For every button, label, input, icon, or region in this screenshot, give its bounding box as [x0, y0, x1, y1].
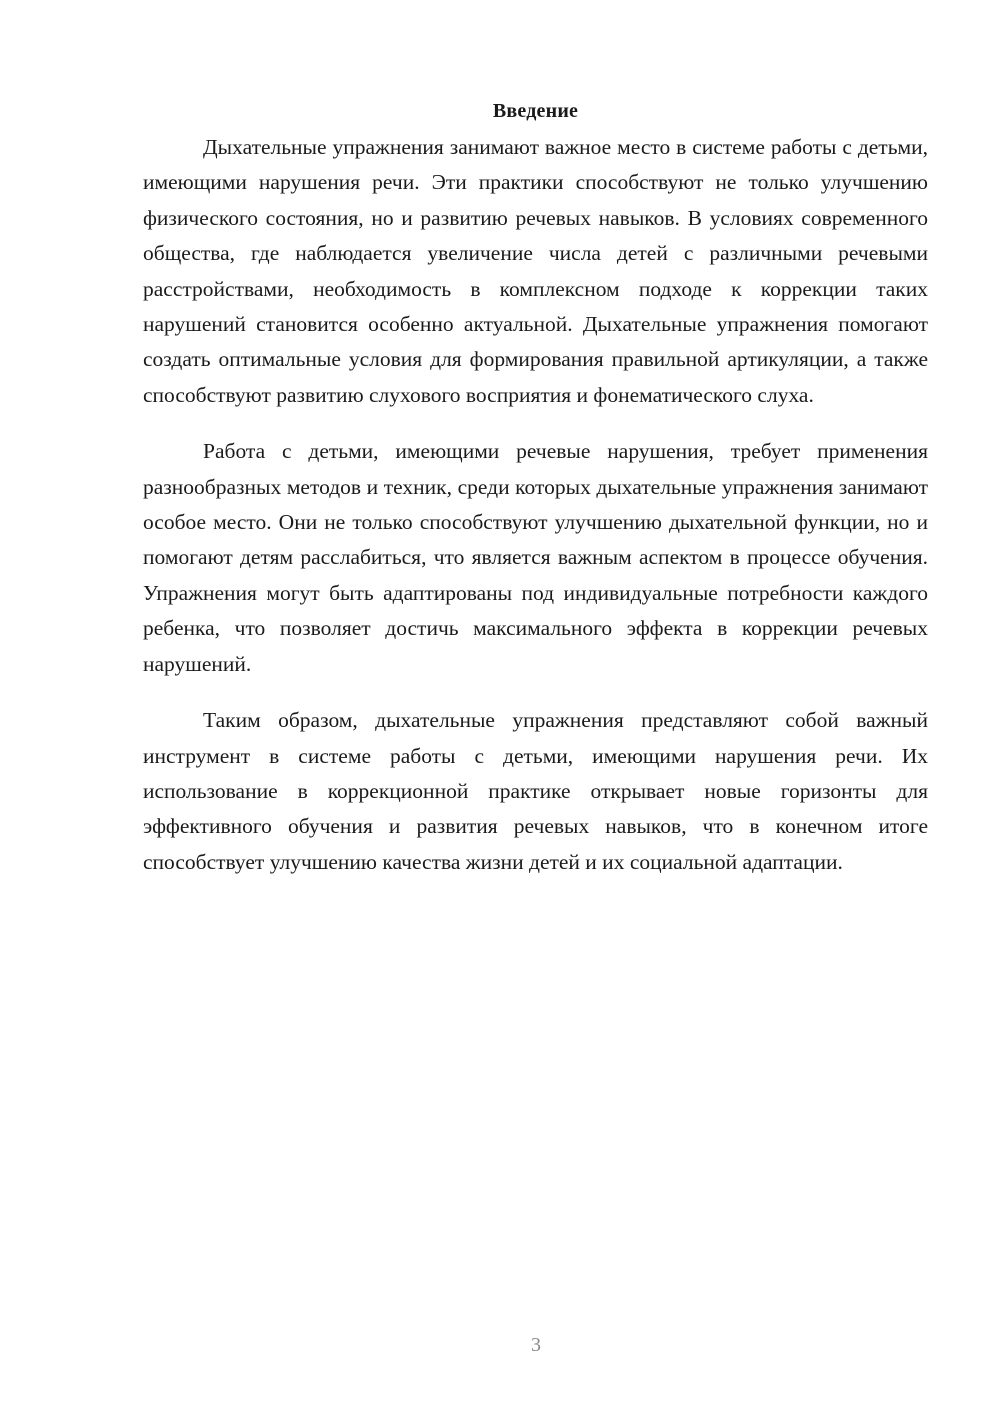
- page-title: Введение: [492, 100, 579, 122]
- paragraph-3: Таким образом, дыхательные упражнения представляют собой важный инструмент в системе работы с детьми, имеющими нарушения речи. Их использование в коррекционной практике открывает новые горизонты для эффективного обучения и развития речевых навыков, что в конечном итоге способствует улучшению качества жизни детей и их социальной адаптации.: [143, 708, 928, 874]
- page-content: [143, 96, 928, 901]
- page-number: 3: [531, 1334, 541, 1356]
- paragraph-1: Дыхательные упражнения занимают важное место в системе работы с детьми, имеющими нарушения речи. Эти практики способствуют не только улучшению физического состояния, но и развитию речевых навыков. В условиях современного общества, где наблюдается увеличение числа детей с различными речевыми расстройствами, необходимость в комплексном подходе к коррекции таких нарушений становится особенно актуальной. Дыхательные упражнения помогают создать оптимальные условия для формирования правильной артикуляции, а также способствуют развитию слухового восприятия и фонематического слуха.: [143, 135, 928, 407]
- paragraph-2: Работа с детьми, имеющими речевые нарушения, требует применения разнообразных методов и техник, среди которых дыхательные упражнения занимают особое место. Они не только способствуют улучшению дыхательной функции, но и помогают детям расслабиться, что является важным аспектом в процессе обучения. Упражнения могут быть адаптированы под индивидуальные потребности каждого ребенка, что позволяет достичь максимального эффекта в коррекции речевых нарушений.: [143, 439, 928, 676]
